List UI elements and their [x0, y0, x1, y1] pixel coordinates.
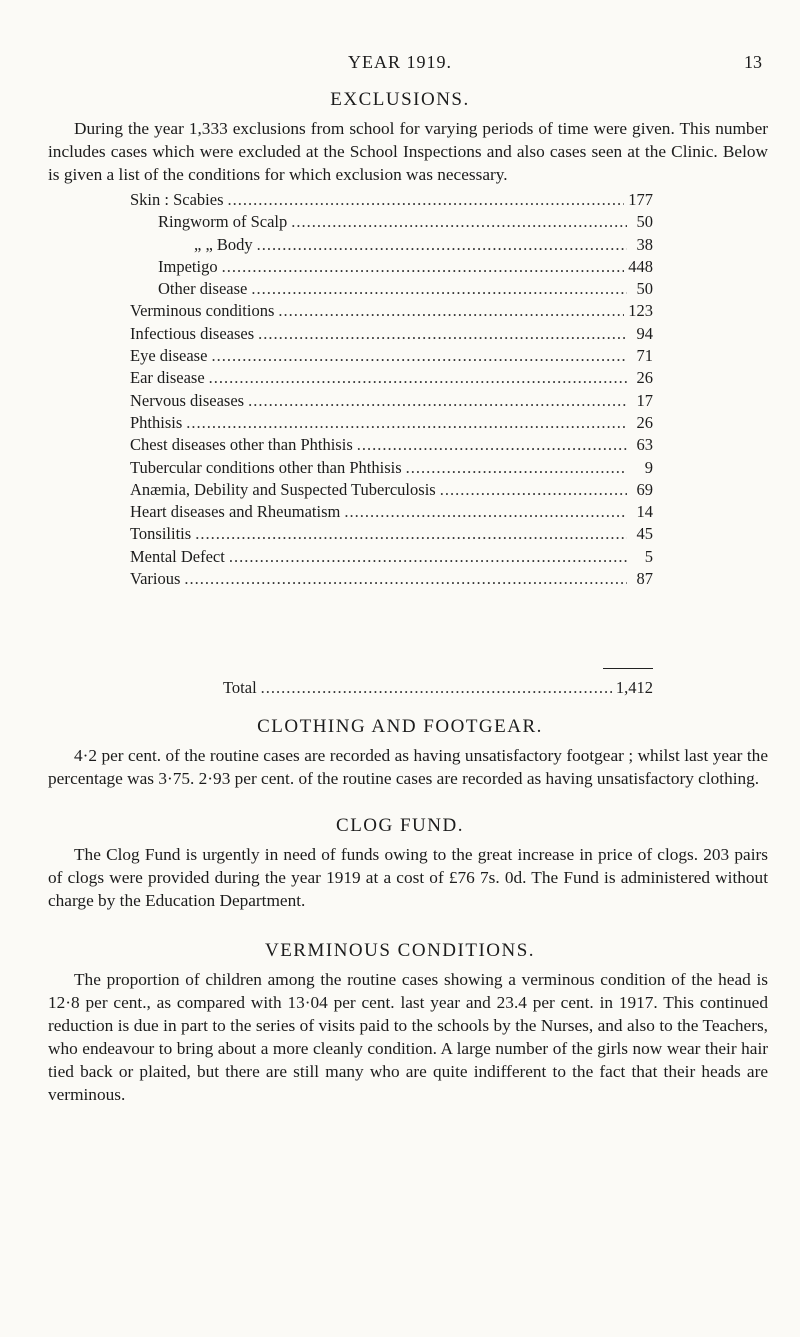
list-item — [130, 279, 653, 301]
condition-label: Chest diseases other than Phthisis — [130, 435, 353, 455]
total-row — [223, 678, 653, 700]
verminous-heading: VERMINOUS CONDITIONS. — [264, 940, 536, 961]
list-item — [130, 391, 653, 413]
condition-label: Ear disease — [130, 368, 205, 388]
condition-count: 26 — [636, 368, 653, 388]
condition-count: 71 — [636, 346, 653, 366]
dot-leader — [344, 502, 627, 522]
list-item — [130, 235, 653, 257]
list-item — [130, 435, 653, 457]
list-item — [130, 458, 653, 480]
list-item — [130, 368, 653, 390]
condition-count: 69 — [636, 479, 653, 499]
condition-label: Nervous diseases — [130, 390, 245, 410]
page-header — [0, 52, 800, 78]
condition-count: 14 — [636, 502, 653, 522]
dot-leader — [357, 435, 627, 455]
condition-count: 448 — [628, 256, 653, 276]
condition-count: 50 — [636, 212, 653, 232]
condition-label: Impetigo — [158, 256, 218, 276]
dot-leader — [211, 346, 627, 366]
exclusions-intro: During the year 1,333 exclusions from school for varying periods of time were given. This number includes cases which were excluded at the School Inspections and also cases seen at the Clinic. Below is given a list of the conditions for which exclusion was necessary. — [48, 119, 768, 184]
list-item — [130, 413, 653, 435]
condition-count: 38 — [636, 234, 653, 254]
list-item — [130, 212, 653, 234]
condition-label: Phthisis — [130, 412, 183, 432]
list-item — [130, 301, 653, 323]
total-label: Total — [223, 678, 257, 697]
dot-leader — [406, 458, 627, 478]
condition-count: 123 — [628, 301, 653, 321]
total-value: 1,412 — [615, 678, 653, 697]
condition-count: 94 — [636, 323, 653, 343]
dot-leader — [195, 524, 627, 544]
total-rule — [603, 668, 653, 669]
condition-label: Heart diseases and Rheumatism — [130, 502, 341, 522]
list-item — [130, 480, 653, 502]
list-item — [130, 346, 653, 368]
dot-leader — [258, 324, 627, 344]
dot-leader — [440, 480, 627, 500]
condition-label: Ringworm of Scalp — [158, 212, 288, 232]
condition-label: Infectious diseases — [130, 323, 255, 343]
condition-count: 5 — [644, 546, 653, 566]
clog-fund-text: The Clog Fund is urgently in need of funds owing to the great increase in price of clogs. 203 pairs of clogs were provided during the year 1919 at a cost of £76 7s. 0d. The Fund is administered without charge by the Education Department. — [48, 845, 768, 910]
exclusion-list — [130, 190, 653, 591]
condition-count: 45 — [636, 524, 653, 544]
list-item — [130, 190, 653, 212]
condition-count: 9 — [644, 457, 653, 477]
condition-label: Eye disease — [130, 346, 208, 366]
condition-label: Skin : Scabies — [130, 190, 224, 209]
exclusions-heading: EXCLUSIONS. — [330, 89, 470, 110]
clothing-heading: CLOTHING AND FOOTGEAR. — [257, 716, 543, 737]
dot-leader — [186, 413, 627, 433]
condition-label: Mental Defect — [130, 546, 225, 566]
dot-leader — [278, 301, 624, 321]
dot-leader — [248, 391, 627, 411]
list-item — [130, 502, 653, 524]
condition-label: „ „ Body — [194, 234, 253, 254]
dot-leader — [261, 678, 612, 698]
condition-label: Tonsilitis — [130, 524, 192, 544]
list-item — [130, 324, 653, 346]
dot-leader — [184, 569, 627, 589]
dot-leader — [228, 190, 625, 210]
dot-leader — [257, 235, 627, 255]
clothing-text: 4·2 per cent. of the routine cases are recorded as having unsatisfactory footgear ; whilst last year the percentage was 3·75. 2·93 per cent. of the routine cases are recorded as having unsatisfactory clothing. — [48, 746, 768, 788]
condition-count: 87 — [636, 569, 653, 589]
condition-label: Other disease — [158, 279, 248, 299]
condition-count: 63 — [636, 435, 653, 455]
verminous-text: The proportion of children among the routine cases showing a verminous condition of the head is 12·8 per cent., as compared with 13·04 per cent. last year and 23.4 per cent. in 1917. This continued reduction is due in part to the series of visits paid to the schools by the Nurses, and also to the Teachers, who endeavour to bring about a more cleanly condition. A large number of the girls now wear their hair tied back or plaited, but there are still many who are quite indifferent to the fact that their heads are verminous. — [48, 970, 768, 1104]
dot-leader — [209, 368, 627, 388]
condition-label: Tubercular conditions other than Phthisis — [130, 457, 402, 477]
condition-label: Anæmia, Debility and Suspected Tuberculosis — [130, 479, 436, 499]
condition-count: 17 — [636, 390, 653, 410]
condition-count: 50 — [636, 279, 653, 299]
running-title: YEAR 1919. — [348, 52, 452, 72]
clog-fund-heading: CLOG FUND. — [336, 815, 464, 836]
dot-leader — [291, 212, 627, 232]
condition-label: Various — [130, 569, 181, 589]
page-number: 13 — [744, 52, 762, 72]
dot-leader — [222, 257, 625, 277]
list-item — [130, 569, 653, 591]
list-item — [130, 524, 653, 546]
list-item — [130, 547, 653, 569]
dot-leader — [229, 547, 627, 567]
condition-label: Verminous conditions — [130, 301, 275, 321]
condition-count: 26 — [636, 412, 653, 432]
condition-count: 177 — [628, 190, 653, 209]
list-item — [130, 257, 653, 279]
dot-leader — [251, 279, 627, 299]
